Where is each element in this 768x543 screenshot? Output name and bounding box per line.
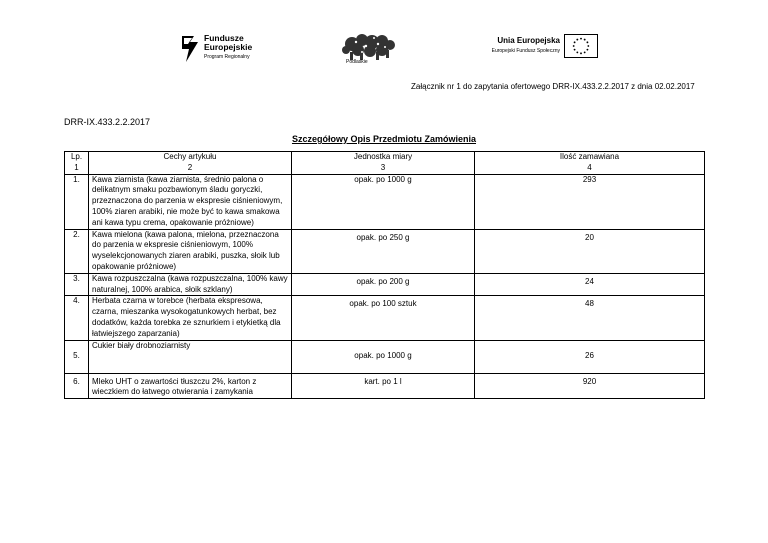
row-unit: opak. po 250 g bbox=[292, 229, 475, 273]
row-description: Kawa rozpuszczalna (kawa rozpuszczalna, 100% kawy naturalnej, 100% arabica, słoik szklany) bbox=[89, 273, 292, 296]
fe-star-icon bbox=[180, 34, 200, 64]
annex-note: Załącznik nr 1 do zapytania ofertowego DRR-IX.433.2.2.2017 z dnia 02.02.2017 bbox=[411, 82, 695, 91]
row-description: Mleko UHT o zawartości tłuszczu 2%, karton z wieczkiem do łatwego otwierania i zamykania bbox=[89, 373, 292, 399]
row-quantity: 20 bbox=[475, 229, 705, 273]
eu-flag-icon bbox=[564, 34, 598, 58]
header-quantity: Ilość zamawiana bbox=[475, 152, 705, 163]
header-number-1: 1 bbox=[65, 163, 89, 174]
row-unit: opak. po 1000 g bbox=[292, 174, 475, 229]
header-number-3: 3 bbox=[292, 163, 475, 174]
row-description: Kawa ziarnista (kawa ziarnista, średnio palona o delikatnym smaku pozbawionym śladu goryczki, przeznaczona do parzenia w ekspresie ciśnieniowym, 100% ziaren arabiki, nie może być to kawa smakowa ani kawa typu crema, opakowanie próżniowe) bbox=[89, 174, 292, 229]
row-quantity: 48 bbox=[475, 296, 705, 340]
bison-icon bbox=[338, 32, 400, 62]
row-description: Herbata czarna w torebce (herbata ekspresowa, czarna, mieszanka wysokogatunkowych herbat, bez dodatków, każda torebka ze sznurkiem i etykietką dla łatwiejszego zaparzania) bbox=[89, 296, 292, 340]
document-title: Szczegółowy Opis Przedmiotu Zamówienia bbox=[291, 134, 477, 144]
row-unit: opak. po 200 g bbox=[292, 273, 475, 296]
header-number-4: 4 bbox=[475, 163, 705, 174]
table-row bbox=[65, 296, 705, 340]
fe-line1: Fundusze bbox=[204, 33, 244, 43]
ue-line1: Unia Europejska bbox=[497, 36, 560, 45]
row-lp: 4. bbox=[65, 296, 89, 340]
table-row bbox=[65, 373, 705, 399]
row-quantity: 24 bbox=[475, 273, 705, 296]
table-row bbox=[65, 273, 705, 296]
specification-table bbox=[64, 151, 705, 399]
podlaskie-label: Podlaskie bbox=[346, 59, 368, 65]
table-row bbox=[65, 174, 705, 229]
header-number-row bbox=[65, 163, 705, 174]
header-unit: Jednostka miary bbox=[292, 152, 475, 163]
row-unit: opak. po 1000 g bbox=[292, 340, 475, 373]
row-lp: 3. bbox=[65, 273, 89, 296]
row-quantity: 26 bbox=[475, 340, 705, 373]
row-description: Kawa mielona (kawa palona, mielona, przeznaczona do parzenia w ekspresie ciśnieniowym, 100% wyselekcjonowanych ziaren arabiki, puszka, słoik lub opakowanie próżniowe) bbox=[89, 229, 292, 273]
row-lp: 5. bbox=[65, 340, 89, 373]
table-row bbox=[65, 229, 705, 273]
row-quantity: 293 bbox=[475, 174, 705, 229]
table-row bbox=[65, 340, 705, 373]
header-number-2: 2 bbox=[89, 163, 292, 174]
row-quantity: 920 bbox=[475, 373, 705, 399]
row-lp: 1. bbox=[65, 174, 89, 229]
podlaskie-logo bbox=[338, 32, 400, 72]
row-lp: 2. bbox=[65, 229, 89, 273]
header-row bbox=[65, 152, 705, 163]
fe-line2: Europejskie bbox=[204, 42, 253, 52]
fe-line3: Program Regionalny bbox=[204, 54, 250, 60]
row-unit: kart. po 1 l bbox=[292, 373, 475, 399]
row-lp: 6. bbox=[65, 373, 89, 399]
fundusze-europejskie-logo bbox=[180, 34, 252, 64]
row-unit: opak. po 100 sztuk bbox=[292, 296, 475, 340]
logo-bar bbox=[0, 30, 768, 80]
row-description: Cukier biały drobnoziarnisty bbox=[89, 340, 292, 373]
header-features: Cechy artykułu bbox=[89, 152, 292, 163]
reference-number: DRR-IX.433.2.2.2017 bbox=[64, 117, 151, 127]
header-lp: Lp. bbox=[65, 152, 89, 163]
ue-line2: Europejski Fundusz Społeczny bbox=[491, 48, 560, 54]
